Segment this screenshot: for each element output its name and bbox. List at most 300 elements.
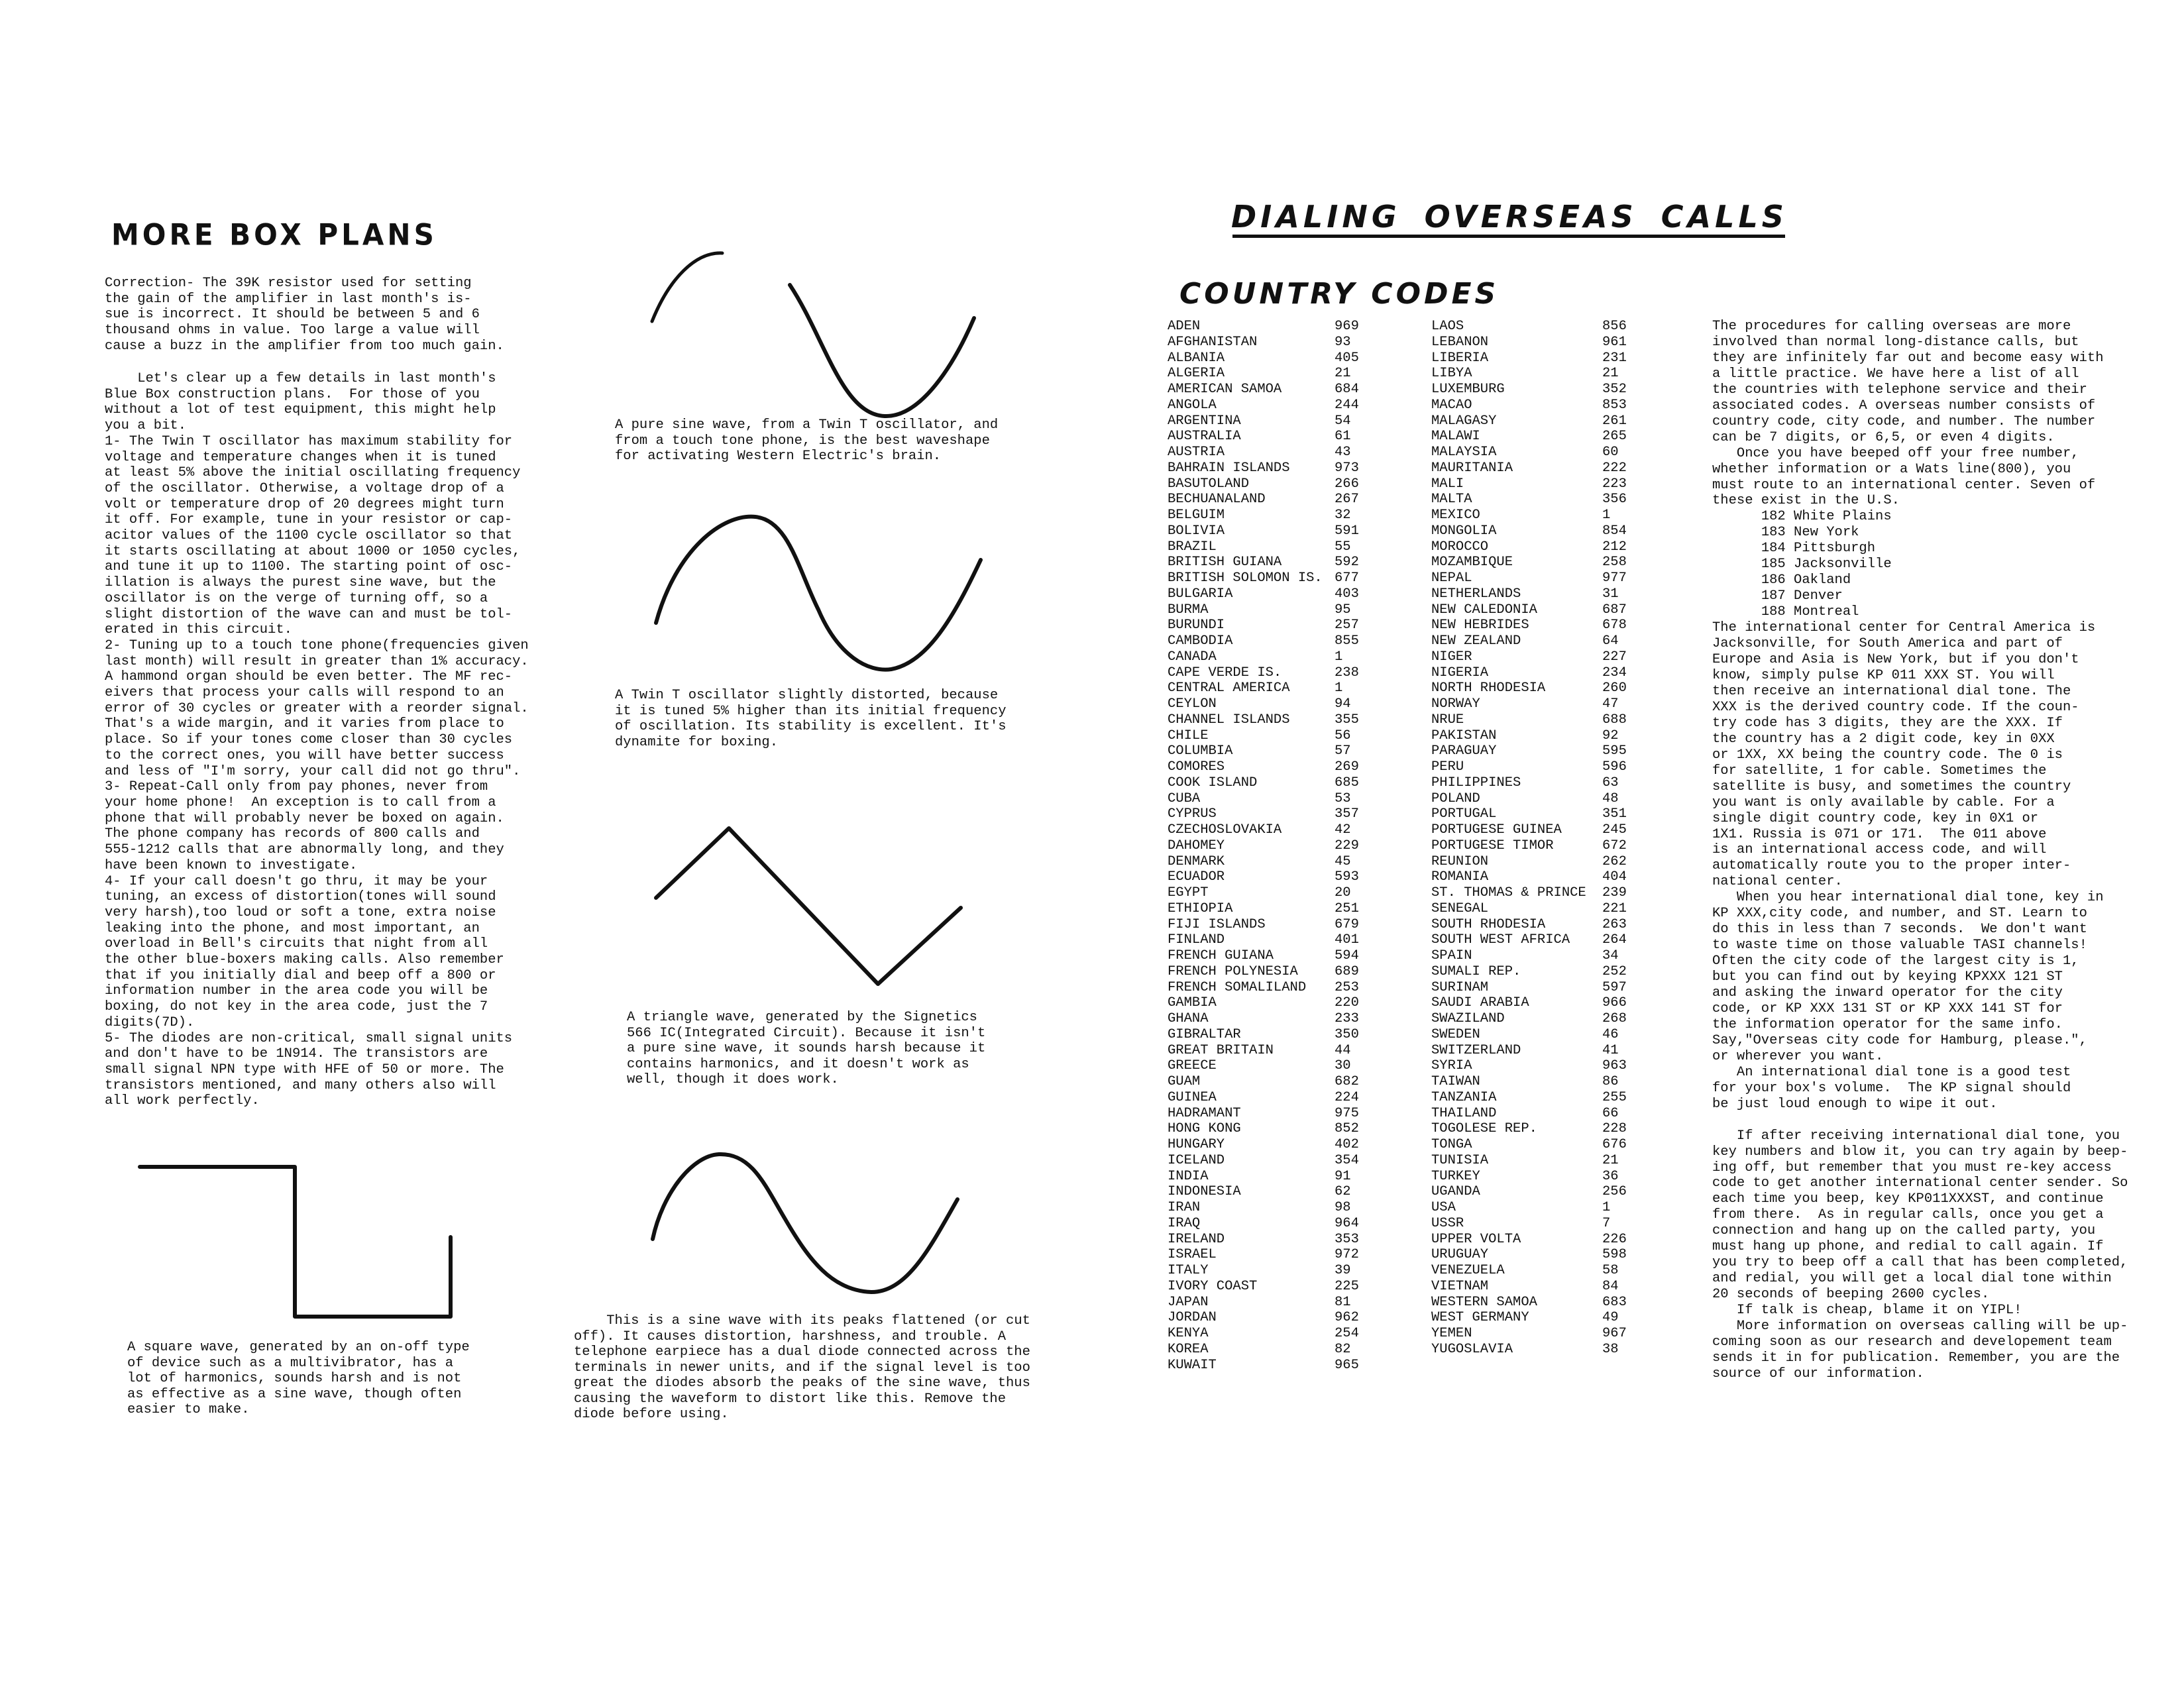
country-code: 81 — [1335, 1294, 1351, 1310]
country-name: LAOS — [1431, 319, 1464, 334]
country-name: ARGENTINA — [1168, 413, 1241, 429]
country-code: 689 — [1335, 963, 1359, 979]
country-code: 239 — [1602, 885, 1627, 900]
country-code: 591 — [1335, 523, 1359, 539]
country-code-row — [1168, 775, 1366, 791]
country-code-row — [1168, 1200, 1366, 1216]
country-code-row — [1431, 618, 1637, 633]
country-code: 598 — [1602, 1247, 1627, 1263]
country-code: 32 — [1335, 508, 1351, 523]
country-code: 405 — [1335, 350, 1359, 366]
country-name: BECHUANALAND — [1168, 492, 1266, 508]
country-code-row — [1168, 1011, 1366, 1027]
country-name: MALTA — [1431, 492, 1472, 508]
country-code: 1 — [1602, 1200, 1611, 1215]
distorted-sine-wave-figure — [649, 510, 994, 676]
country-code: 61 — [1335, 429, 1351, 445]
country-code: 225 — [1335, 1278, 1359, 1294]
country-code-row — [1431, 1074, 1637, 1090]
country-code: 44 — [1335, 1042, 1351, 1058]
country-code: 42 — [1335, 822, 1351, 838]
country-name: IVORY COAST — [1168, 1278, 1258, 1294]
country-code-row — [1431, 351, 1637, 366]
country-code: 55 — [1335, 539, 1351, 555]
country-code: 856 — [1602, 319, 1627, 334]
country-code: 257 — [1335, 618, 1359, 633]
country-code: 594 — [1335, 948, 1359, 963]
country-code-row — [1431, 382, 1637, 398]
country-code: 966 — [1602, 995, 1627, 1011]
country-name: AUSTRALIA — [1168, 429, 1241, 445]
country-code-row — [1431, 775, 1637, 791]
country-code-row — [1431, 995, 1637, 1011]
country-name: FRENCH POLYNESIA — [1168, 963, 1298, 979]
country-codes-title: COUNTRY CODES — [1179, 277, 1500, 311]
country-name: BRITISH GUIANA — [1168, 555, 1282, 571]
country-code: 683 — [1602, 1294, 1627, 1310]
country-name: SPAIN — [1431, 948, 1472, 963]
country-name: MALAYSIA — [1431, 445, 1497, 460]
country-code: 401 — [1335, 932, 1359, 948]
country-code: 244 — [1335, 397, 1359, 413]
country-name: ANGOLA — [1168, 397, 1217, 413]
country-code-row — [1431, 492, 1637, 508]
country-code-row — [1168, 822, 1366, 838]
country-code: 679 — [1335, 916, 1359, 932]
country-codes-column-1 — [1168, 319, 1366, 1373]
country-code: 252 — [1602, 963, 1627, 979]
country-code-row — [1431, 948, 1637, 964]
country-code-row — [1168, 508, 1366, 523]
country-name: LEBANON — [1431, 334, 1489, 350]
country-code-row — [1431, 1121, 1637, 1137]
country-name: MOZAMBIQUE — [1431, 555, 1513, 571]
country-code: 238 — [1335, 665, 1359, 680]
country-name: JAPAN — [1168, 1294, 1209, 1310]
square-wave-caption: A square wave, generated by an on-off type of device such as a multivibrator, has a lot of harmonics, sounds harsh and is not as effective as a sine wave, though often easier to make. — [127, 1340, 470, 1417]
country-code-row — [1168, 571, 1366, 586]
country-code: 20 — [1335, 885, 1351, 900]
country-code-row — [1431, 964, 1637, 980]
country-code: 221 — [1602, 900, 1627, 916]
country-code-row — [1168, 382, 1366, 398]
country-name: POLAND — [1431, 790, 1480, 806]
country-code: 267 — [1335, 492, 1359, 508]
country-code-row — [1431, 1184, 1637, 1200]
country-code: 963 — [1602, 1058, 1627, 1074]
country-code-row — [1431, 1295, 1637, 1311]
country-code: 39 — [1335, 1263, 1351, 1278]
country-code: 234 — [1602, 665, 1627, 680]
country-name: NEW ZEALAND — [1431, 633, 1521, 649]
country-name: TUNISIA — [1431, 1152, 1489, 1168]
country-name: SYRIA — [1431, 1058, 1472, 1074]
country-code-row — [1431, 822, 1637, 838]
country-code-row — [1168, 1184, 1366, 1200]
country-code: 86 — [1602, 1074, 1619, 1089]
country-code: 60 — [1602, 445, 1619, 460]
country-name: FIJI ISLANDS — [1168, 916, 1266, 932]
country-name: GREAT BRITAIN — [1168, 1042, 1274, 1058]
country-code: 7 — [1602, 1215, 1611, 1231]
country-code: 227 — [1602, 649, 1627, 665]
country-code-row — [1168, 885, 1366, 901]
country-code: 1 — [1335, 680, 1343, 696]
country-name: MAURITANIA — [1431, 460, 1513, 476]
country-code: 223 — [1602, 476, 1627, 492]
country-code-row — [1431, 806, 1637, 822]
country-code-row — [1168, 980, 1366, 996]
distorted-sine-caption: A Twin T oscillator slightly distorted, because it is tuned 5% higher than its initial frequency of oscillation. Its stability is excellent. It's dynamite for boxing. — [615, 688, 1007, 750]
overseas-article-text: The procedures for calling overseas are more involved than normal long-distance calls, but they are infinitely far out and become easy with a little practice. We have here a list of all the countries with telephone service and their associated codes. A overseas number consists of country code, city code, and number. The number can be 7 digits, or 6,5, or even 4 digits. Once you have beeped off your free number, whether information or a Wats line(800), you must route to an international center. Seven of these exist in the U.S. 182 White Plains 183 New York 184 Pittsburgh 185 Jacksonville 186 Oakland 187 Denver 188 Montreal The international center for Central America is Jacksonville, for South America and part of Europe and Asia is New York, but if you don't know, simply pulse KP 011 XXX ST. You will then receive an international dial tone. The XXX is the derived country code. If the coun- try code has 3 digits, they are the XXX. If the country has a 2 digit code, key in 0XX or 1XX, XX being the country code. The 0 is for satellite, 1 for cable. Sometimes the satellite is busy, and sometimes the country you want is only available by cable. For a single digit country code, key in 0X1 or 1X1. Russia is 071 or 171. The 011 above is an international access code, and will automatically route you to the proper inter- national center. When you hear international dial tone, key in KP XXX,city code, and number, and ST. Learn to do this in less than 7 seconds. We don't want to waste time on those valuable TASI channels! Often the city code of the largest city is 1, but you can find out by keying KPXXX 121 ST and asking the inward operator for the city code, or KP XXX 131 ST or KP XXX 141 ST for the information operator for the same info. Say,"Overseas city code for Hamburg, please.", or wherever you want. An international dial tone is a good test for your box's volume. The KP signal should be just loud enough to wipe it out. If after receiving international dial tone, you key numbers and blow it, you can try again by beep- ing off, but remember that you must re-key access code to get another international center sender. So each time you beep, key KP011XXXST, and continue from there. As in regular calls, once you get a connection and hang up on the called party, you must hang up phone, and redial to call again. If you try to beep off a call that has been completed, and redial, you will get a local dial tone within 20 seconds of beeping 2600 cycles. If talk is cheap, blame it on YIPL! More information on overseas calling will be up- coming soon as our research and developement team sends it in for publication. Remember, you are the source of our information. — [1712, 319, 2128, 1382]
country-name: CEYLON — [1168, 696, 1217, 712]
country-code-row — [1431, 649, 1637, 665]
country-code-row — [1168, 1263, 1366, 1279]
country-codes-column-2 — [1431, 319, 1637, 1358]
country-code: 47 — [1602, 696, 1619, 712]
country-name: CAMBODIA — [1168, 633, 1233, 649]
country-name: MALI — [1431, 476, 1464, 492]
country-code: 56 — [1335, 728, 1351, 743]
country-code-row — [1168, 1169, 1366, 1185]
country-code: 43 — [1335, 445, 1351, 460]
country-name: CENTRAL AMERICA — [1168, 680, 1290, 696]
country-code: 855 — [1335, 633, 1359, 649]
country-name: BULGARIA — [1168, 586, 1233, 602]
country-code: 682 — [1335, 1074, 1359, 1089]
country-name: VENEZUELA — [1431, 1263, 1505, 1278]
country-code-row — [1168, 854, 1366, 870]
country-code: 678 — [1602, 618, 1627, 633]
country-name: PORTUGESE TIMOR — [1431, 838, 1554, 853]
country-code-row — [1431, 1106, 1637, 1122]
country-name: CZECHOSLOVAKIA — [1168, 822, 1282, 838]
country-name: SWAZILAND — [1431, 1011, 1505, 1026]
country-code-row — [1168, 351, 1366, 366]
country-name: BAHRAIN ISLANDS — [1168, 460, 1290, 476]
country-code-row — [1168, 1247, 1366, 1263]
country-code: 231 — [1602, 350, 1627, 366]
country-name: KUWAIT — [1168, 1357, 1217, 1373]
country-code-row — [1431, 854, 1637, 870]
country-code: 965 — [1335, 1357, 1359, 1373]
country-code-row — [1168, 398, 1366, 413]
country-code: 685 — [1335, 775, 1359, 790]
country-code: 41 — [1602, 1042, 1619, 1058]
country-name: BOLIVIA — [1168, 523, 1225, 539]
country-code: 58 — [1602, 1263, 1619, 1278]
country-code-row — [1168, 319, 1366, 335]
country-name: MEXICO — [1431, 508, 1480, 523]
country-code: 49 — [1602, 1310, 1619, 1326]
country-code-row — [1431, 476, 1637, 492]
country-name: DENMARK — [1168, 853, 1225, 869]
country-code: 82 — [1335, 1341, 1351, 1357]
country-code-row — [1431, 1058, 1637, 1074]
country-name: USA — [1431, 1200, 1456, 1215]
country-code: 63 — [1602, 775, 1619, 790]
country-code: 356 — [1602, 492, 1627, 508]
country-name: SAUDI ARABIA — [1431, 995, 1529, 1011]
country-code: 975 — [1335, 1105, 1359, 1121]
country-code-row — [1431, 1326, 1637, 1342]
country-name: AMERICAN SAMOA — [1168, 382, 1282, 397]
country-code-row — [1431, 1027, 1637, 1043]
country-name: WEST GERMANY — [1431, 1310, 1529, 1326]
country-name: ITALY — [1168, 1263, 1209, 1278]
country-code-row — [1431, 1137, 1637, 1153]
country-name: FINLAND — [1168, 932, 1225, 948]
country-code: 34 — [1602, 948, 1619, 963]
country-code: 53 — [1335, 790, 1351, 806]
country-code: 261 — [1602, 413, 1627, 429]
country-code-row — [1431, 413, 1637, 429]
country-code: 592 — [1335, 555, 1359, 571]
country-name: THAILAND — [1431, 1105, 1497, 1121]
country-code: 595 — [1602, 743, 1627, 759]
country-name: MONGOLIA — [1431, 523, 1497, 539]
country-code: 21 — [1602, 366, 1619, 382]
country-code: 350 — [1335, 1026, 1359, 1042]
country-code: 1 — [1335, 649, 1343, 665]
country-code-row — [1431, 885, 1637, 901]
country-code: 593 — [1335, 869, 1359, 885]
country-code-row — [1168, 1121, 1366, 1137]
country-code: 228 — [1602, 1121, 1627, 1137]
country-name: PAKISTAN — [1431, 728, 1497, 743]
country-name: REUNION — [1431, 853, 1489, 869]
country-code-row — [1431, 555, 1637, 571]
country-code: 404 — [1602, 869, 1627, 885]
country-code-row — [1168, 1310, 1366, 1326]
country-code: 969 — [1335, 319, 1359, 334]
country-code: 45 — [1335, 853, 1351, 869]
country-name: SUMALI REP. — [1431, 963, 1521, 979]
country-code: 973 — [1335, 460, 1359, 476]
country-code-row — [1431, 539, 1637, 555]
country-name: HONG KONG — [1168, 1121, 1241, 1137]
country-name: URUGUAY — [1431, 1247, 1489, 1263]
country-code: 62 — [1335, 1184, 1351, 1200]
country-code-row — [1168, 743, 1366, 759]
country-name: INDONESIA — [1168, 1184, 1241, 1200]
country-name: COOK ISLAND — [1168, 775, 1258, 790]
country-name: CHILE — [1168, 728, 1209, 743]
country-name: LIBERIA — [1431, 350, 1489, 366]
country-code: 266 — [1335, 476, 1359, 492]
country-code-row — [1431, 680, 1637, 696]
country-code-row — [1431, 429, 1637, 445]
country-code-row — [1431, 1216, 1637, 1232]
country-code-row — [1168, 476, 1366, 492]
country-code: 676 — [1602, 1137, 1627, 1152]
country-name: GIBRALTAR — [1168, 1026, 1241, 1042]
country-name: AFGHANISTAN — [1168, 334, 1258, 350]
country-code: 853 — [1602, 397, 1627, 413]
country-name: NEW HEBRIDES — [1431, 618, 1529, 633]
correction-paragraph: Correction- The 39K resistor used for setting the gain of the amplifier in last month's is- sue is incorrect. It should be between 5 and 6 thousand ohms in value. Too large a value will cause a buzz in the amplifier from too much gain. — [105, 276, 504, 354]
country-name: BASUTOLAND — [1168, 476, 1250, 492]
country-code: 672 — [1602, 838, 1627, 853]
country-code-row — [1168, 665, 1366, 681]
country-name: ISRAEL — [1168, 1247, 1217, 1263]
country-code-row — [1168, 1137, 1366, 1153]
country-code-row — [1431, 1279, 1637, 1295]
country-name: JORDAN — [1168, 1310, 1217, 1326]
country-code: 57 — [1335, 743, 1351, 759]
country-code: 263 — [1602, 916, 1627, 932]
country-code-row — [1168, 1279, 1366, 1295]
country-code: 264 — [1602, 932, 1627, 948]
country-code-row — [1431, 398, 1637, 413]
country-name: BURUNDI — [1168, 618, 1225, 633]
country-name: NRUE — [1431, 712, 1464, 728]
country-code-row — [1431, 335, 1637, 351]
left-page-title: MORE BOX PLANS — [111, 217, 437, 252]
pure-sine-wave-figure — [643, 245, 987, 431]
country-code: 31 — [1602, 586, 1619, 602]
country-name: PORTUGESE GUINEA — [1431, 822, 1562, 838]
country-name: SWITZERLAND — [1431, 1042, 1521, 1058]
country-code: 93 — [1335, 334, 1351, 350]
country-code: 253 — [1335, 979, 1359, 995]
country-code-row — [1168, 917, 1366, 933]
country-code: 98 — [1335, 1200, 1351, 1215]
country-code-row — [1168, 366, 1366, 382]
country-name: ALGERIA — [1168, 366, 1225, 382]
country-code-row — [1168, 1043, 1366, 1059]
country-code-row — [1431, 1232, 1637, 1248]
country-code-row — [1431, 319, 1637, 335]
country-code: 260 — [1602, 680, 1627, 696]
country-name: WESTERN SAMOA — [1431, 1294, 1537, 1310]
country-code-row — [1431, 712, 1637, 728]
country-code: 962 — [1335, 1310, 1359, 1326]
country-code-row — [1168, 618, 1366, 633]
country-code-row — [1431, 1310, 1637, 1326]
country-code: 254 — [1335, 1326, 1359, 1341]
country-name: COMORES — [1168, 759, 1225, 775]
country-name: TONGA — [1431, 1137, 1472, 1152]
blue-box-notes: Let's clear up a few details in last month's Blue Box construction plans. For those of you without a lot of test equipment, this might help you a bit. 1- The Twin T oscillator has maximum stability for voltage and temperature changes when it is tuned at least 5% above the initial oscillating frequency of the oscillator. Otherwise, a voltage drop of a volt or temperature drop of 20 degrees might turn it off. For example, tune in your resistor or cap- acitor values of the 1100 cycle oscillator so that it starts oscillating at about 1000 or 1050 cycles, and tune it up to 1100. The starting point of osc- illation is always the purest sine wave, but the oscillator is on the verge of turning off, so a slight distortion of the wave can and must be tol- erated in this circuit. 2- Tuning up to a touch tone phone(frequencies given last month) will result in greater than 1% accuracy. A hammond organ should be even better. The MF rec- eivers that process your calls will respond to an error of 30 cycles or greater with a reorder signal. That's a wide margin, and it varies from place to place. So if your tones come closer than 30 cycles to the correct ones, you will have better success and less of "I'm sorry, your call did not go thru". 3- Repeat-Call only from pay phones, never from your home phone! An exception is to call from a phone that will probably never be boxed on again. The phone company has records of 800 calls and 555-1212 calls that are abnormally long, and they have been known to investigate. 4- If your call doesn't go thru, it may be your tuning, an excess of distortion(tones will sound very harsh),too loud or soft a tone, extra noise leaking into the phone, and most important, an overload in Bell's circuits that night from all the other blue-boxers making calls. Also remember that if you initially dial and beep off a 800 or information number in the area code you will be boxing, do not key in the area code, just the 7 digits(7D). 5- The diodes are non-critical, small signal units and don't have to be 1N914. The transistors are small signal NPN type with HFE of 50 or more. The transistors mentioned, and many others also will all work perfectly. — [105, 371, 529, 1109]
country-code: 972 — [1335, 1247, 1359, 1263]
country-code: 233 — [1335, 1011, 1359, 1026]
country-name: UPPER VOLTA — [1431, 1231, 1521, 1247]
country-code: 597 — [1602, 979, 1627, 995]
country-code-row — [1431, 508, 1637, 523]
country-name: SENEGAL — [1431, 900, 1489, 916]
country-name: ADEN — [1168, 319, 1201, 334]
country-name: BRITISH SOLOMON IS. — [1168, 571, 1323, 586]
country-name: ICELAND — [1168, 1152, 1225, 1168]
country-name: VIETNAM — [1431, 1278, 1489, 1294]
country-code-row — [1431, 602, 1637, 618]
country-code: 84 — [1602, 1278, 1619, 1294]
country-name: GHANA — [1168, 1011, 1209, 1026]
country-code-row — [1168, 555, 1366, 571]
right-page-title: DIALING OVERSEAS CALLS — [1231, 199, 1788, 235]
country-code-row — [1168, 869, 1366, 885]
country-code: 265 — [1602, 429, 1627, 445]
country-code: 66 — [1602, 1105, 1619, 1121]
country-name: NETHERLANDS — [1431, 586, 1521, 602]
country-code-row — [1431, 901, 1637, 917]
country-code-row — [1168, 602, 1366, 618]
country-code: 402 — [1335, 1137, 1359, 1152]
country-code-row — [1431, 869, 1637, 885]
country-code-row — [1431, 696, 1637, 712]
country-code: 224 — [1335, 1089, 1359, 1105]
country-code-row — [1431, 759, 1637, 775]
country-code-row — [1431, 586, 1637, 602]
flattened-sine-wave-figure — [646, 1146, 971, 1305]
country-code: 964 — [1335, 1215, 1359, 1231]
country-name: ROMANIA — [1431, 869, 1489, 885]
country-name: CAPE VERDE IS. — [1168, 665, 1282, 680]
country-code-row — [1168, 413, 1366, 429]
country-name: AUSTRIA — [1168, 445, 1225, 460]
triangle-wave-caption: A triangle wave, generated by the Signetics 566 IC(Integrated Circuit). Because it isn't a pure sine wave, it sounds harsh because it contains harmonics, and it doesn't work as well, though it does work. — [627, 1010, 986, 1087]
country-code-row — [1168, 838, 1366, 854]
country-code-row — [1431, 665, 1637, 681]
country-code: 977 — [1602, 571, 1627, 586]
country-code: 21 — [1602, 1152, 1619, 1168]
country-code: 48 — [1602, 790, 1619, 806]
country-code: 351 — [1602, 806, 1627, 822]
country-name: GUAM — [1168, 1074, 1201, 1089]
country-code: 36 — [1602, 1168, 1619, 1184]
country-name: BELGUIM — [1168, 508, 1225, 523]
country-name: ETHIOPIA — [1168, 900, 1233, 916]
country-code: 854 — [1602, 523, 1627, 539]
country-name: NORWAY — [1431, 696, 1480, 712]
country-code: 91 — [1335, 1168, 1351, 1184]
country-name: MACAO — [1431, 397, 1472, 413]
flattened-sine-caption: This is a sine wave with its peaks flattened (or cut off). It causes distortion, harshness, and trouble. A telephone earpiece has a dual diode connected across the terminals in newer units, and if the signal level is too great the diodes absorb the peaks of the sine wave, thus causing the waveform to distort like this. Remove the diode before using. — [574, 1313, 1030, 1422]
country-code: 64 — [1602, 633, 1619, 649]
country-code: 222 — [1602, 460, 1627, 476]
country-name: KENYA — [1168, 1326, 1209, 1341]
country-code-row — [1431, 633, 1637, 649]
country-name: HUNGARY — [1168, 1137, 1225, 1152]
country-name: DAHOMEY — [1168, 838, 1225, 853]
country-name: MOROCCO — [1431, 539, 1489, 555]
country-name: ECUADOR — [1168, 869, 1225, 885]
country-code-row — [1431, 1011, 1637, 1027]
country-name: IRELAND — [1168, 1231, 1225, 1247]
country-name: NORTH RHODESIA — [1431, 680, 1546, 696]
country-code: 92 — [1602, 728, 1619, 743]
country-name: UGANDA — [1431, 1184, 1480, 1200]
country-code-row — [1431, 980, 1637, 996]
country-code-row — [1431, 445, 1637, 461]
country-code-row — [1431, 1247, 1637, 1263]
country-name: CUBA — [1168, 790, 1201, 806]
country-name: GREECE — [1168, 1058, 1217, 1074]
country-name: KOREA — [1168, 1341, 1209, 1357]
triangle-wave-figure — [649, 822, 967, 994]
country-code-row — [1168, 1027, 1366, 1043]
country-name: USSR — [1431, 1215, 1464, 1231]
country-name: YUGOSLAVIA — [1431, 1341, 1513, 1357]
country-name: SWEDEN — [1431, 1026, 1480, 1042]
country-code: 403 — [1335, 586, 1359, 602]
country-code: 245 — [1602, 822, 1627, 838]
country-name: FRENCH SOMALILAND — [1168, 979, 1307, 995]
country-code: 684 — [1335, 382, 1359, 397]
country-code-row — [1168, 806, 1366, 822]
country-code-row — [1168, 948, 1366, 964]
